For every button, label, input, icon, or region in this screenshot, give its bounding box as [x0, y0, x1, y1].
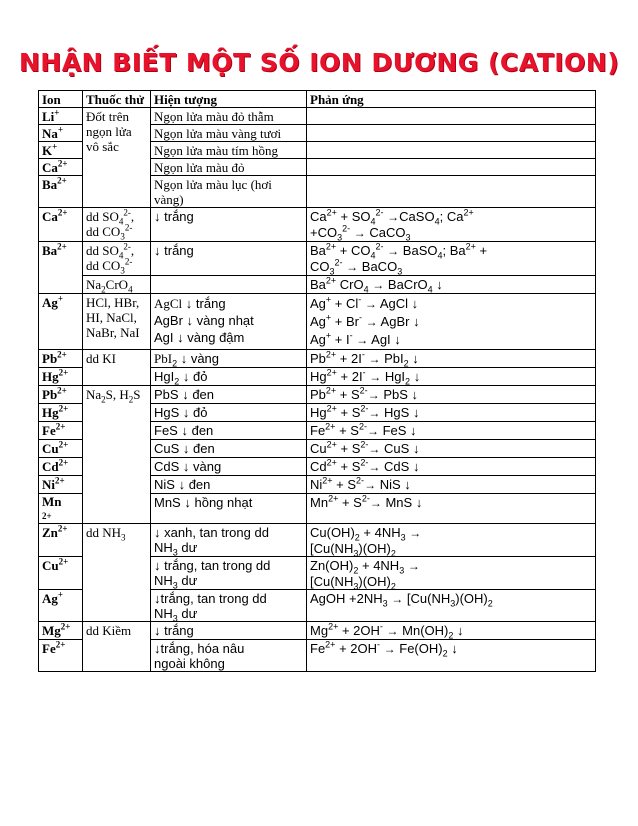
reagent-cell: $Na_2CrO_4$ — [83, 276, 151, 294]
down-arrow-icon: ↓ — [154, 623, 161, 638]
down-arrow-icon: ↓ — [412, 405, 420, 420]
table-row — [39, 350, 596, 368]
down-arrow-icon: ↓ — [182, 405, 190, 420]
phenomenon-cell: MnS ↓ hồng nhạt — [151, 494, 307, 524]
table-row — [39, 208, 596, 242]
arrow-icon: → — [366, 424, 379, 438]
phenomenon-cell: AgCl ↓ trắng AgBr ↓ vàng nhạt AgI ↓ vàng đậm — [151, 294, 307, 350]
header-row — [39, 91, 596, 108]
phenomenon-cell: PbS ↓ đen — [151, 386, 307, 404]
arrow-icon: → — [356, 333, 369, 347]
arrow-icon: → — [407, 559, 420, 573]
reaction-cell — [307, 176, 596, 208]
ion-cell: $Fe^{2+}$ — [39, 640, 83, 672]
reaction-cell: $Mg^{2+} + 2OH^- \to Mn(OH)_2$ ↓ — [307, 622, 596, 640]
arrow-icon: → — [383, 642, 396, 656]
down-arrow-icon: ↓ — [154, 243, 161, 258]
table-row — [39, 276, 596, 294]
phenomenon-cell: ↓trắng, tan trong dd $NH_3$ dư — [151, 590, 307, 622]
down-arrow-icon: ↓ — [154, 591, 161, 606]
ion-cell: Na+ — [39, 125, 83, 142]
header-phenomenon: Hiện tượng — [151, 91, 307, 108]
reaction-cell: $Pb^{2+} + 2I^- \to PbI_2$ ↓ — [307, 350, 596, 368]
ion-cell: $Cd^{2+}$ — [39, 458, 83, 476]
reaction-cell: $Fe^{2+} + 2OH^- \to Fe(OH)_2$ ↓ — [307, 640, 596, 672]
reagent-cell: $Na_2S$, $H_2S$ — [83, 386, 151, 524]
ion-cell: $Ba^{2+}$ — [39, 242, 83, 294]
arrow-icon: → — [364, 478, 377, 492]
ion-cell: Ag+ — [39, 590, 83, 622]
reaction-cell: $Fe^{2+} + S^{2-}\to$ FeS ↓ — [307, 422, 596, 440]
arrow-icon: → — [367, 388, 380, 402]
down-arrow-icon: ↓ — [412, 351, 419, 366]
ion-cell: Mn 2+ — [39, 494, 83, 524]
ion-cell: $Pb^{2+}$ — [39, 350, 83, 368]
down-arrow-icon: ↓ — [186, 313, 194, 328]
down-arrow-icon: ↓ — [182, 459, 190, 474]
arrow-icon: → — [365, 315, 378, 329]
phenomenon-cell: ↓ trắng — [151, 208, 307, 242]
reaction-cell: $Cu(OH)_2 + 4NH_3$ → [$Cu(NH_3)(OH)_2$ — [307, 524, 596, 557]
down-arrow-icon: ↓ — [184, 495, 191, 510]
table-row — [39, 242, 596, 276]
reaction-cell: $Mn^{2+} + S^{2-}\to$ MnS ↓ — [307, 494, 596, 524]
phenomenon-cell: ↓ xanh, tan trong dd $NH_3$ dư — [151, 524, 307, 557]
reagent-cell: dd $SO_4^{2-}$, dd $CO_3^{2-}$ — [83, 242, 151, 276]
reagent-cell: dd Kiềm — [83, 622, 151, 672]
cation-table — [38, 90, 596, 672]
down-arrow-icon: ↓ — [177, 330, 184, 345]
reaction-cell — [307, 142, 596, 159]
arrow-icon: → — [346, 260, 359, 274]
phenomenon-cell: ↓ trắng, tan trong dd $NH_3$ dư — [151, 557, 307, 590]
reaction-cell: Ag+ + Cl- → AgCl ↓ Ag+ + Br- → AgBr ↓ Ag+ + I- → AgI ↓ — [307, 294, 596, 350]
page-title: NHẬN BIẾT MỘT SỐ ION DƯƠNG (CATION) — [18, 48, 620, 77]
reaction-cell: $Hg^{2+} + S^{2-}\to$ HgS ↓ — [307, 404, 596, 422]
reaction-cell — [307, 159, 596, 176]
reaction-cell: $Hg^{2+} + 2I^- \to HgI_2$ ↓ — [307, 368, 596, 386]
phenomenon-cell: Ngọn lửa màu đỏ — [151, 159, 307, 176]
reaction-cell: $Ni^{2+} + S^{2-}\to$ NiS ↓ — [307, 476, 596, 494]
ion-cell: Ag+ — [39, 294, 83, 350]
down-arrow-icon: ↓ — [413, 314, 420, 329]
arrow-icon: → — [368, 460, 381, 474]
table-row — [39, 386, 596, 404]
reaction-cell: $Ba^{2+} + CO_4^{2-}$ → BaSO$_4$; $Ba^{2+}$ + $CO_3^{2-}$ → BaCO$_3$ — [307, 242, 596, 276]
phenomenon-cell: ↓ trắng — [151, 242, 307, 276]
ion-cell: $Fe^{2+}$ — [39, 422, 83, 440]
arrow-icon: → — [391, 592, 404, 606]
down-arrow-icon: ↓ — [415, 495, 423, 510]
reaction-cell: AgOH $+2NH_3 \to [Cu(NH_3)(OH)_2$ — [307, 590, 596, 622]
down-arrow-icon: ↓ — [182, 369, 190, 384]
phenomenon-cell: HgI$_2$ ↓ đỏ — [151, 368, 307, 386]
down-arrow-icon: ↓ — [451, 641, 458, 656]
ion-cell: $Hg^{2+}$ — [39, 368, 83, 386]
down-arrow-icon: ↓ — [154, 558, 161, 573]
phenomenon-cell: Ngọn lửa màu tím hồng — [151, 142, 307, 159]
phenomenon-cell: NiS ↓ đen — [151, 476, 307, 494]
down-arrow-icon: ↓ — [154, 525, 161, 540]
reaction-cell — [307, 125, 596, 142]
down-arrow-icon: ↓ — [411, 387, 419, 402]
down-arrow-icon: ↓ — [394, 332, 401, 347]
reaction-cell: $Cd^{2+} + S^{2-}\to$ CdS ↓ — [307, 458, 596, 476]
ion-cell: $Ca^{2+}$ — [39, 208, 83, 242]
phenomenon-cell: FeS ↓ đen — [151, 422, 307, 440]
down-arrow-icon: ↓ — [411, 296, 419, 311]
reaction-cell: $Pb^{2+} + S^{2-}\to$ PbS ↓ — [307, 386, 596, 404]
arrow-icon: → — [369, 496, 382, 510]
ion-cell: $Mg^{2+}$ — [39, 622, 83, 640]
reaction-cell: $Ba^{2+}$ CrO$_4$ → BaCrO$_4$ ↓ — [307, 276, 596, 294]
phenomenon-cell: ↓ trắng — [151, 622, 307, 640]
ion-cell: $Hg^{2+}$ — [39, 404, 83, 422]
ion-cell: $Pb^{2+}$ — [39, 386, 83, 404]
reagent-cell: dd $NH_3$ — [83, 524, 151, 622]
phenomenon-cell: Ngọn lửa màu vàng tươi — [151, 125, 307, 142]
arrow-icon: → — [369, 370, 382, 384]
ion-cell: $Cu^{2+}$ — [39, 557, 83, 590]
phenomenon-cell: CdS ↓ vàng — [151, 458, 307, 476]
down-arrow-icon: ↓ — [410, 423, 417, 438]
arrow-icon: → — [387, 244, 400, 258]
down-arrow-icon: ↓ — [412, 441, 420, 456]
ion-cell: $Ca^{2+}$ — [39, 159, 83, 176]
arrow-icon: → — [368, 406, 381, 420]
header-ion: Ion — [39, 91, 83, 108]
down-arrow-icon: ↓ — [180, 351, 188, 366]
arrow-icon: → — [353, 226, 366, 240]
phenomenon-cell: ↓trắng, hóa nâu ngoài không — [151, 640, 307, 672]
header-reagent: Thuốc thử — [83, 91, 151, 108]
table-row — [39, 294, 596, 350]
reaction-cell: $Ca^{2+} + SO_4^{2-}$ →CaSO$_4$; $Ca^{2+}$ $+CO_3^{2-}$ → CaCO$_3$ — [307, 208, 596, 242]
arrow-icon: → — [386, 624, 399, 638]
table-row — [39, 108, 596, 125]
table-row — [39, 524, 596, 557]
arrow-icon: → — [387, 210, 400, 224]
reagent-cell: dd KI — [83, 350, 151, 386]
reagent-cell: Đốt trên ngọn lửa vô sắc — [83, 108, 151, 208]
phenomenon-cell: CuS ↓ đen — [151, 440, 307, 458]
ion-cell: Li+ — [39, 108, 83, 125]
down-arrow-icon: ↓ — [181, 423, 188, 438]
down-arrow-icon: ↓ — [154, 641, 161, 656]
arrow-icon: → — [368, 352, 381, 366]
phenomenon-cell: Ngọn lửa màu lục (hơi vàng) — [151, 176, 307, 208]
down-arrow-icon: ↓ — [178, 477, 186, 492]
reagent-cell: dd $SO_4^{2-}$, dd $CO_3^{2-}$ — [83, 208, 151, 242]
arrow-icon: → — [409, 526, 422, 540]
down-arrow-icon: ↓ — [182, 441, 190, 456]
down-arrow-icon: ↓ — [413, 369, 421, 384]
down-arrow-icon: ↓ — [412, 459, 420, 474]
header-reaction: Phản ứng — [307, 91, 596, 108]
reaction-cell: $Cu^{2+} + S^{2-}\to$ CuS ↓ — [307, 440, 596, 458]
phenomenon-cell — [151, 276, 307, 294]
ion-cell: $Cu^{2+}$ — [39, 440, 83, 458]
down-arrow-icon: ↓ — [185, 296, 193, 311]
reagent-cell: HCl, HBr, HI, NaCl, NaBr, NaI — [83, 294, 151, 350]
ion-cell: $Ni^{2+}$ — [39, 476, 83, 494]
arrow-icon: → — [372, 278, 385, 292]
phenomenon-cell: PbI$_2$ ↓ vàng — [151, 350, 307, 368]
down-arrow-icon: ↓ — [154, 209, 161, 224]
down-arrow-icon: ↓ — [404, 477, 411, 492]
arrow-icon: → — [368, 442, 381, 456]
down-arrow-icon: ↓ — [182, 387, 189, 402]
ion-cell: $Ba^{2+}$ — [39, 176, 83, 208]
reaction-cell — [307, 108, 596, 125]
reaction-cell: $Zn(OH)_2 + 4NH_3$ → [$Cu(NH_3)(OH)_2$ — [307, 557, 596, 590]
ion-cell: K+ — [39, 142, 83, 159]
phenomenon-cell: Ngọn lửa màu đỏ thẫm — [151, 108, 307, 125]
ion-cell: $Zn^{2+}$ — [39, 524, 83, 557]
down-arrow-icon: ↓ — [457, 623, 464, 638]
table-row — [39, 622, 596, 640]
phenomenon-cell: HgS ↓ đỏ — [151, 404, 307, 422]
down-arrow-icon: ↓ — [436, 277, 443, 292]
arrow-icon: → — [364, 297, 377, 311]
